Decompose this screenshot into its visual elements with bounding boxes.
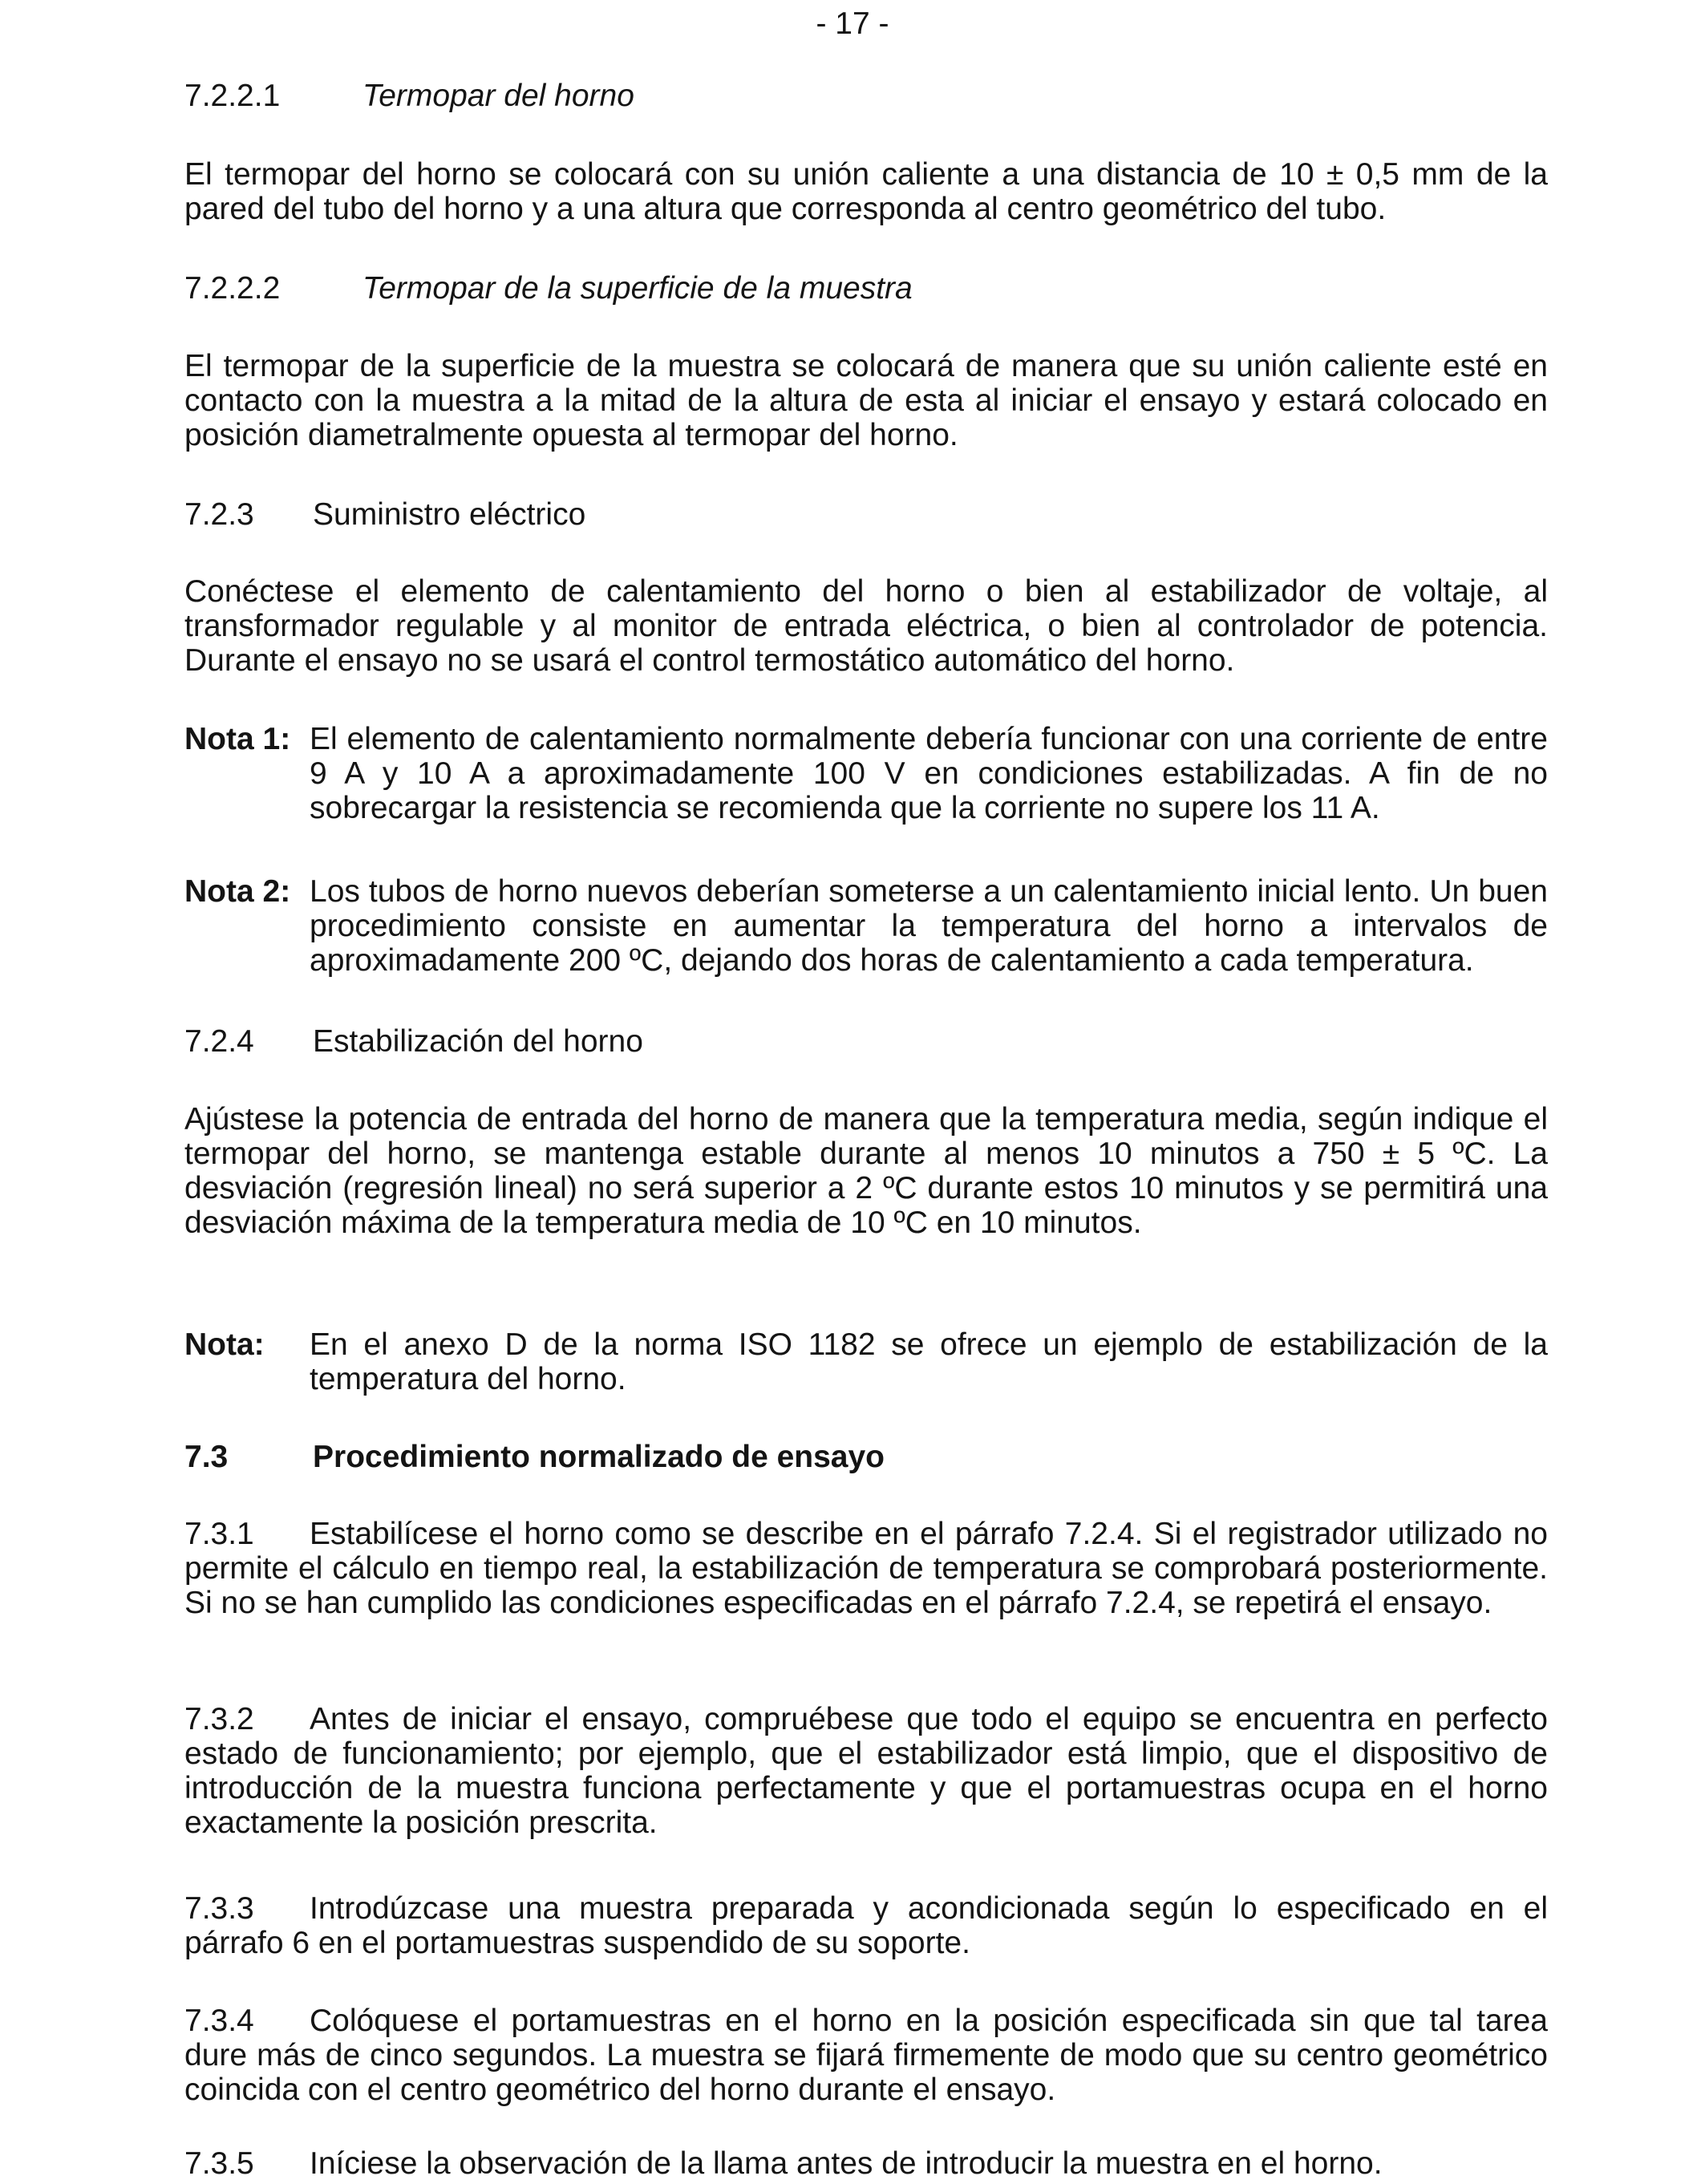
paragraph-text: Introdúzcase una muestra preparada y acondicionada según lo especificado en el párrafo 6 en el portamuestras suspendido de su soporte. — [184, 1891, 1548, 1960]
paragraph-number: 7.3.1 — [184, 1517, 254, 1551]
note-text: Los tubos de horno nuevos deberían someterse a un calentamiento inicial lento. Un buen procedimiento consiste en aumentar la temperatura del horno a intervalos de aproximadamente 200 ºC, dejando dos horas de calentamiento a cada temperatura. — [310, 874, 1548, 978]
paragraph-text: Antes de iniciar el ensayo, compruébese que todo el equipo se encuentra en perfecto estado de funcionamiento; por ejemplo, que el estabilizador está limpio, que el dispositivo de introducción de la muestra funciona perfectamente y que el portamuestras ocupa en el horno exactamente la posición prescrita. — [184, 1702, 1548, 1840]
paragraph-7-3-4 — [184, 2004, 1548, 2107]
paragraph-7-2-2-1: El termopar del horno se colocará con su unión caliente a una distancia de 10 ± 0,5 mm de la pared del tubo del horno y a una altura que corresponda al centro geométrico del tubo. — [184, 157, 1548, 226]
paragraph-number: 7.3.2 — [184, 1702, 254, 1736]
paragraph-7-2-2-2: El termopar de la superficie de la muestra se colocará de manera que su unión caliente esté en contacto con la muestra a la mitad de la altura de esta al iniciar el ensayo y estará colocado en posición diametralmente opuesta al termopar del horno. — [184, 349, 1548, 452]
section-heading-7-3 — [184, 1440, 885, 1474]
page-number: - 17 - — [816, 6, 889, 41]
section-heading-7-2-2-2 — [184, 271, 913, 306]
paragraph-text: Iníciese la observación de la llama antes de introducir la muestra en el horno. — [310, 2146, 1383, 2181]
note-text: El elemento de calentamiento normalmente debería funcionar con una corriente de entre 9 A y 10 A a aproximadamente 100 V en condiciones estabilizadas. A fin de no sobrecargar la resistencia se recomienda que la corriente no supere los 11 A. — [310, 722, 1548, 825]
section-heading-7-2-2-1 — [184, 79, 634, 113]
section-heading-7-2-4 — [184, 1024, 643, 1059]
section-title: Procedimiento normalizado de ensayo — [313, 1440, 885, 1474]
note-label: Nota 2: — [184, 874, 291, 909]
paragraph-7-3-3 — [184, 1891, 1548, 1960]
paragraph-7-3-2 — [184, 1702, 1548, 1840]
section-heading-7-2-3 — [184, 497, 585, 532]
note-label: Nota 1: — [184, 722, 291, 756]
paragraph-text: Estabilícese el horno como se describe en el párrafo 7.2.4. Si el registrador utilizado no permite el cálculo en tiempo real, la estabilización de temperatura se comprobará posteriormente. Si no se han cumplido las condiciones especificadas en el párrafo 7.2.4, se repetirá el ensayo. — [184, 1517, 1548, 1620]
paragraph-number: 7.3.3 — [184, 1891, 254, 1926]
paragraph-number: 7.3.4 — [184, 2004, 254, 2038]
paragraph-7-3-1 — [184, 1517, 1548, 1620]
note-1 — [184, 722, 1548, 825]
note-2 — [184, 874, 1548, 978]
section-title: Termopar de la superficie de la muestra — [362, 271, 913, 306]
paragraph-number: 7.3.5 — [184, 2146, 254, 2181]
section-number: 7.2.2.2 — [184, 271, 281, 306]
paragraph-7-2-3: Conéctese el elemento de calentamiento del horno o bien al estabilizador de voltaje, al transformador regulable y al monitor de entrada eléctrica, o bien al controlador de potencia. Durante el ensayo no se usará el control termostático automático del horno. — [184, 574, 1548, 678]
section-number: 7.2.3 — [184, 497, 254, 532]
section-title: Termopar del horno — [362, 79, 634, 113]
section-title: Suministro eléctrico — [313, 497, 586, 532]
section-number: 7.2.4 — [184, 1024, 254, 1059]
note-iso-1182 — [184, 1327, 1548, 1396]
paragraph-7-3-5 — [184, 2146, 1548, 2181]
section-title: Estabilización del horno — [313, 1024, 643, 1059]
section-number: 7.2.2.1 — [184, 79, 281, 113]
note-text: En el anexo D de la norma ISO 1182 se ofrece un ejemplo de estabilización de la temperatura del horno. — [310, 1327, 1548, 1396]
section-number: 7.3 — [184, 1440, 229, 1474]
paragraph-7-2-4: Ajústese la potencia de entrada del horno de manera que la temperatura media, según indique el termopar del horno, se mantenga estable durante al menos 10 minutos a 750 ± 5 ºC. La desviación (regresión lineal) no será superior a 2 ºC durante estos 10 minutos y se permitirá una desviación máxima de la temperatura media de 10 ºC en 10 minutos. — [184, 1102, 1548, 1240]
note-label: Nota: — [184, 1327, 265, 1362]
paragraph-text: Colóquese el portamuestras en el horno en la posición especificada sin que tal tarea dure más de cinco segundos. La muestra se fijará firmemente de modo que su centro geométrico coincida con el centro geométrico del horno durante el ensayo. — [184, 2004, 1548, 2107]
